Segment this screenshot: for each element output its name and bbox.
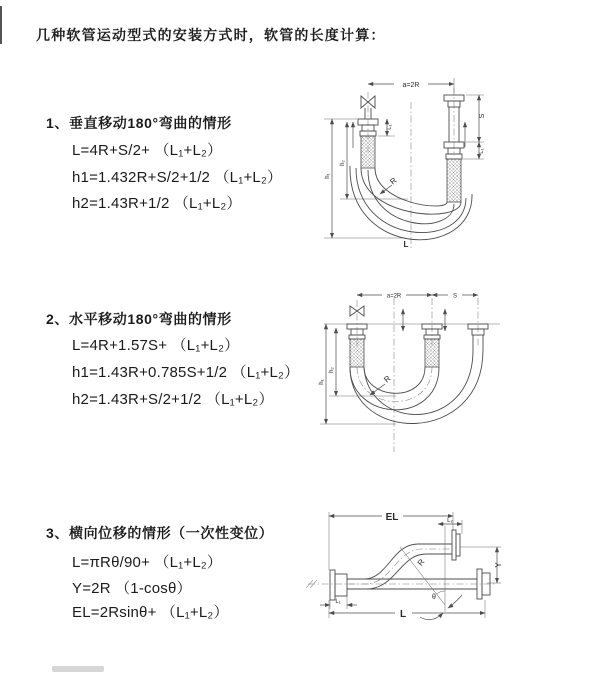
dim-label-l1: L₁ — [335, 599, 341, 605]
section-3-formula-EL: EL=2Rsinθ+ （L₁+L₂） — [72, 604, 229, 621]
dim-label-a2r: a=2R — [386, 293, 402, 300]
section-2-heading: 2、水平移动180°弯曲的情形 — [46, 311, 232, 327]
section-1-heading: 1、垂直移动180°弯曲的情形 — [46, 115, 232, 131]
diagram-lateral-displacement — [300, 500, 598, 658]
section-2-formula-h1: h1=1.43R+0.785S+1/2 （L₁+L₂） — [72, 364, 300, 381]
section-1-formula-h1: h1=1.432R+S/2+1/2 （L₁+L₂） — [72, 169, 283, 186]
dim-label-h1: h₁ — [319, 379, 325, 385]
dim-label-s: S — [479, 113, 486, 119]
dim-label-el: EL — [385, 512, 399, 523]
dim-label-l: L — [399, 609, 407, 620]
braided-hose-middle — [425, 339, 439, 367]
section-1-formula-L: L=4R+S/2+ （L₁+L₂） — [72, 142, 223, 159]
dim-label-s: S — [452, 293, 458, 300]
angle-label: θ — [432, 594, 436, 601]
radius-label: R — [388, 175, 399, 187]
scan-smudge-artifact — [52, 666, 104, 672]
dim-label-l2: L₂ — [447, 518, 453, 524]
flange-upper-right — [452, 530, 456, 560]
length-label: L — [403, 240, 409, 249]
page-title: 几种软管运动型式的安装方式时，软管的长度计算： — [36, 27, 386, 43]
scan-edge-artifact — [0, 6, 2, 44]
dim-label-h1: h₁ — [325, 173, 331, 179]
braided-hose-right — [447, 159, 461, 202]
section-2-formula-L: L=4R+1.57S+ （L₁+L₂） — [72, 337, 240, 354]
dim-label-h2: h₂ — [340, 160, 346, 166]
section-2-formula-h2: h2=1.43R+S/2+1/2 （L₁+L₂） — [72, 391, 274, 408]
hose-s-curve — [347, 544, 452, 579]
braided-hose-left — [350, 339, 364, 367]
flange-left — [330, 570, 335, 600]
section-1-formula-h2: h2=1.43R+1/2 （L₁+L₂） — [72, 195, 242, 212]
dim-label-y: Y — [494, 562, 503, 568]
radius-label: R — [415, 557, 427, 568]
dim-label-l1-left: L₁ — [387, 124, 393, 130]
section-3-heading: 3、横向位移的情形（一次性变位） — [46, 525, 274, 541]
radius-label: R — [382, 373, 393, 385]
diagram-horizontal-180-bend — [312, 284, 588, 464]
dim-label-l1-right: L₁ — [479, 148, 485, 154]
dim-label-a2r: a=2R — [402, 82, 420, 89]
dim-label-h2: h₂ — [329, 367, 335, 373]
section-3-formula-Y: Y=2R （1-cosθ） — [72, 580, 192, 597]
section-3-formula-L: L=πRθ/90+ （L₁+L₂） — [72, 554, 223, 571]
braided-hose-left — [361, 136, 375, 168]
diagram-vertical-180-bend — [310, 64, 592, 256]
